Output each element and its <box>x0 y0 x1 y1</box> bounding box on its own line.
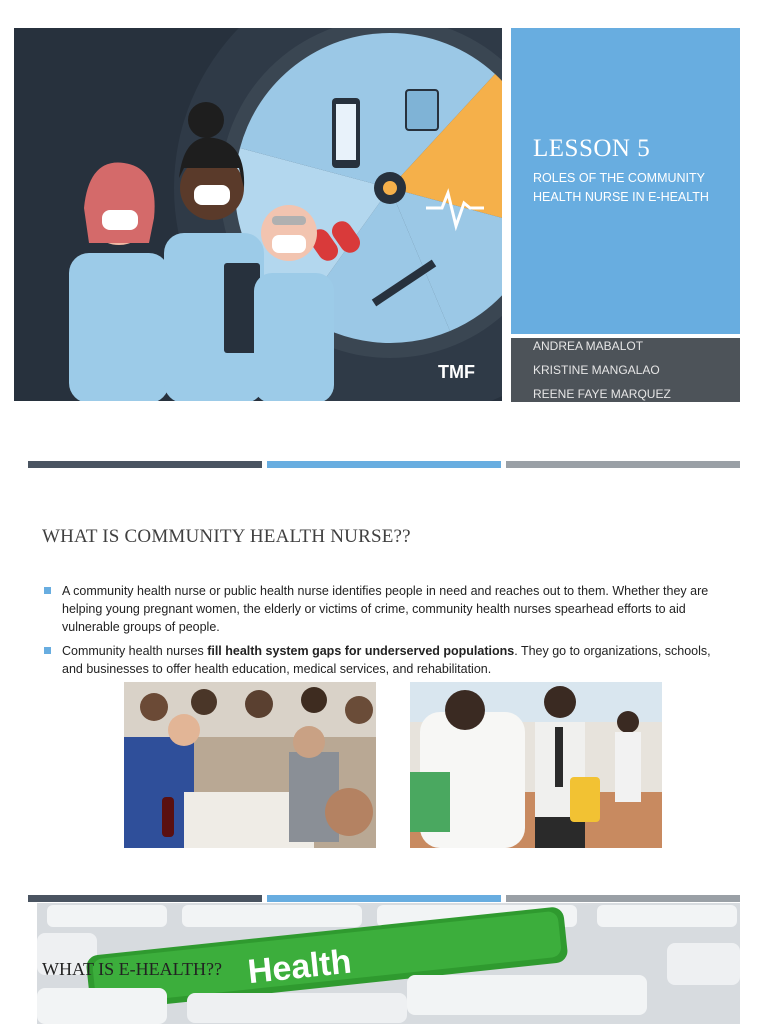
lesson-subtitle: ROLES OF THE COMMUNITY HEALTH NURSE IN E-HEALTH <box>533 171 709 204</box>
lesson-title: LESSON 5 <box>533 135 651 162</box>
bullet-bold-phrase: fill health system gaps for underserved populations <box>207 644 515 658</box>
slide-heading: WHAT IS COMMUNITY HEALTH NURSE?? <box>42 526 411 547</box>
divider-bar-blue <box>267 895 501 902</box>
hero-illustration <box>14 28 502 401</box>
nurses-ehealth-illustration <box>14 28 502 401</box>
tmf-logo: TMF <box>438 362 475 382</box>
bullet-square-icon <box>44 647 51 654</box>
bullet-text: A community health nurse or public health nurse identifies people in need and reaches out to them. Whether they are helping young pregnant women, the elderly or victims of crime, community health nurses spearhead efforts to aid vulnerable groups of people. <box>62 584 709 634</box>
bullet-text: Community health nurses fill health system gaps for underserved populations. They go to organizations, schools, and businesses to offer health education, medical services, and rehabilitation. <box>62 644 711 676</box>
authors-panel <box>511 338 740 402</box>
author-name: REENE FAYE MARQUEZ <box>533 387 671 401</box>
author-name: KRISTINE MANGALAO <box>533 363 660 377</box>
bullet-item <box>44 642 724 678</box>
divider-bar-gray <box>506 895 740 902</box>
bullet-item <box>44 582 724 636</box>
photo-nurse-vaccinating-student <box>410 682 662 848</box>
photo-nurse-checking-blood-pressure <box>124 682 376 848</box>
divider-bar-blue <box>267 461 501 468</box>
health-key-label: Health <box>245 942 354 992</box>
divider-bar-dark <box>28 461 262 468</box>
slide-heading: WHAT IS E-HEALTH?? <box>42 959 222 979</box>
divider-bar-dark <box>28 895 262 902</box>
divider-bar-gray <box>506 461 740 468</box>
bullet-square-icon <box>44 587 51 594</box>
author-name: ANDREA MABALOT <box>533 339 644 353</box>
